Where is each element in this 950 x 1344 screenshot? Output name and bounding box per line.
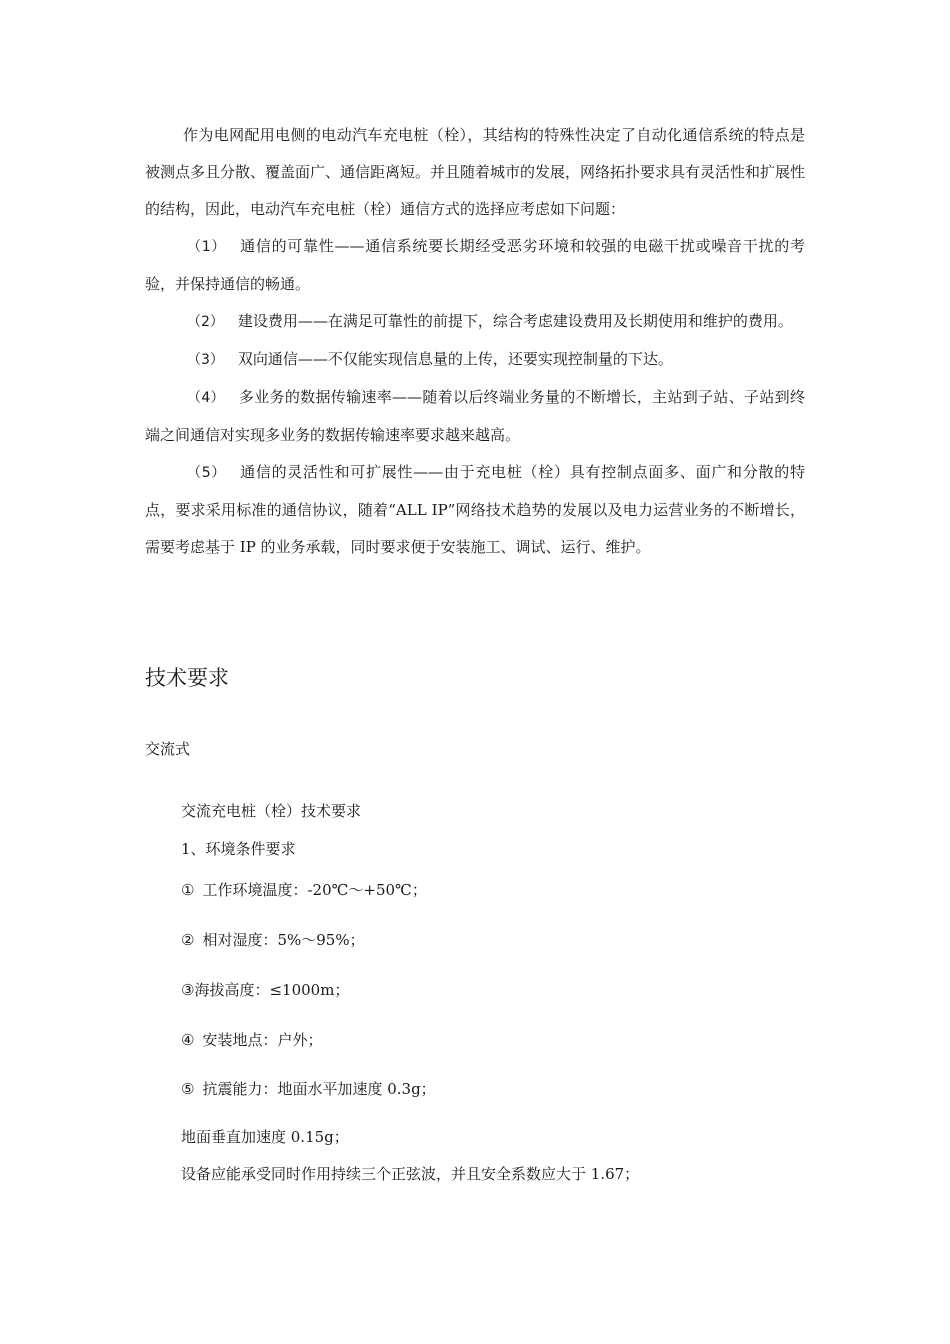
item-text: 通信的灵活性和可扩展性——由于充电桩（栓）具有控制点面多、面广和分散的特点，要求采用标准的通信协议，随着“ALL IP”网络技术趋势的发展以及电力运营业务的不断增长，需要考虑基于 IP 的业务承载，同时要求便于安装施工、调试、运行、维护。 (145, 463, 805, 556)
vertical-acceleration-line: 地面垂直加速度 0.15g； (181, 1128, 349, 1146)
condition-mark: ② (181, 931, 195, 949)
item-text: 通信的可靠性——通信系统要长期经受恶劣环境和较强的电磁干扰或噪音干扰的考验，并保持通信的畅通。 (145, 237, 805, 293)
requirements-title: 交流充电桩（栓）技术要求 (181, 802, 362, 820)
condition-mark: ③ (181, 981, 195, 999)
condition-mark: ④ (181, 1031, 195, 1049)
intro-section (145, 117, 805, 566)
item-number: （2） (187, 314, 224, 330)
condition-item (181, 879, 427, 900)
safety-factor-line: 设备应能承受同时作用持续三个正弦波，并且安全系数应大于 1.67； (181, 1165, 640, 1183)
condition-item (181, 1078, 436, 1099)
item-number: （5） (187, 465, 227, 481)
list-item (145, 341, 805, 379)
environment-title: 1、环境条件要求 (181, 840, 296, 858)
condition-item (181, 979, 349, 1000)
section-heading: 技术要求 (145, 666, 229, 690)
list-item (145, 379, 805, 454)
item-text: 多业务的数据传输速率——随着以后终端业务量的不断增长，主站到子站、子站到终端之间通信对实现多业务的数据传输速率要求越来越高。 (145, 388, 805, 444)
list-item (145, 454, 805, 566)
condition-text: 安装地点：户外； (202, 1031, 323, 1049)
condition-item (181, 1029, 322, 1050)
item-text: 建设费用——在满足可靠性的前提下，综合考虑建设费用及长期使用和维护的费用。 (237, 312, 793, 330)
list-item (145, 228, 805, 303)
condition-mark: ① (181, 881, 195, 899)
item-number: （3） (187, 352, 224, 368)
condition-mark: ⑤ (181, 1080, 195, 1098)
condition-text: 海拔高度：≤1000m； (194, 981, 350, 999)
condition-text: 抗震能力：地面水平加速度 0.3g； (202, 1080, 436, 1098)
condition-text: 工作环境温度：-20℃～+50℃； (202, 881, 427, 899)
list-item (145, 303, 805, 341)
section-subheading: 交流式 (145, 740, 191, 758)
condition-item (181, 929, 365, 950)
item-number: （4） (187, 390, 225, 406)
item-number: （1） (187, 239, 227, 255)
item-text: 双向通信——不仅能实现信息量的上传，还要实现控制量的下达。 (237, 350, 673, 368)
intro-paragraph: 作为电网配用电侧的电动汽车充电桩（栓），其结构的特殊性决定了自动化通信系统的特点是被测点多且分散、覆盖面广、通信距离短。并且随着城市的发展，网络拓扑要求具有灵活性和扩展性的结构，因此，电动汽车充电桩（栓）通信方式的选择应考虑如下问题： (145, 126, 806, 218)
condition-text: 相对湿度：5%～95%； (202, 931, 365, 949)
